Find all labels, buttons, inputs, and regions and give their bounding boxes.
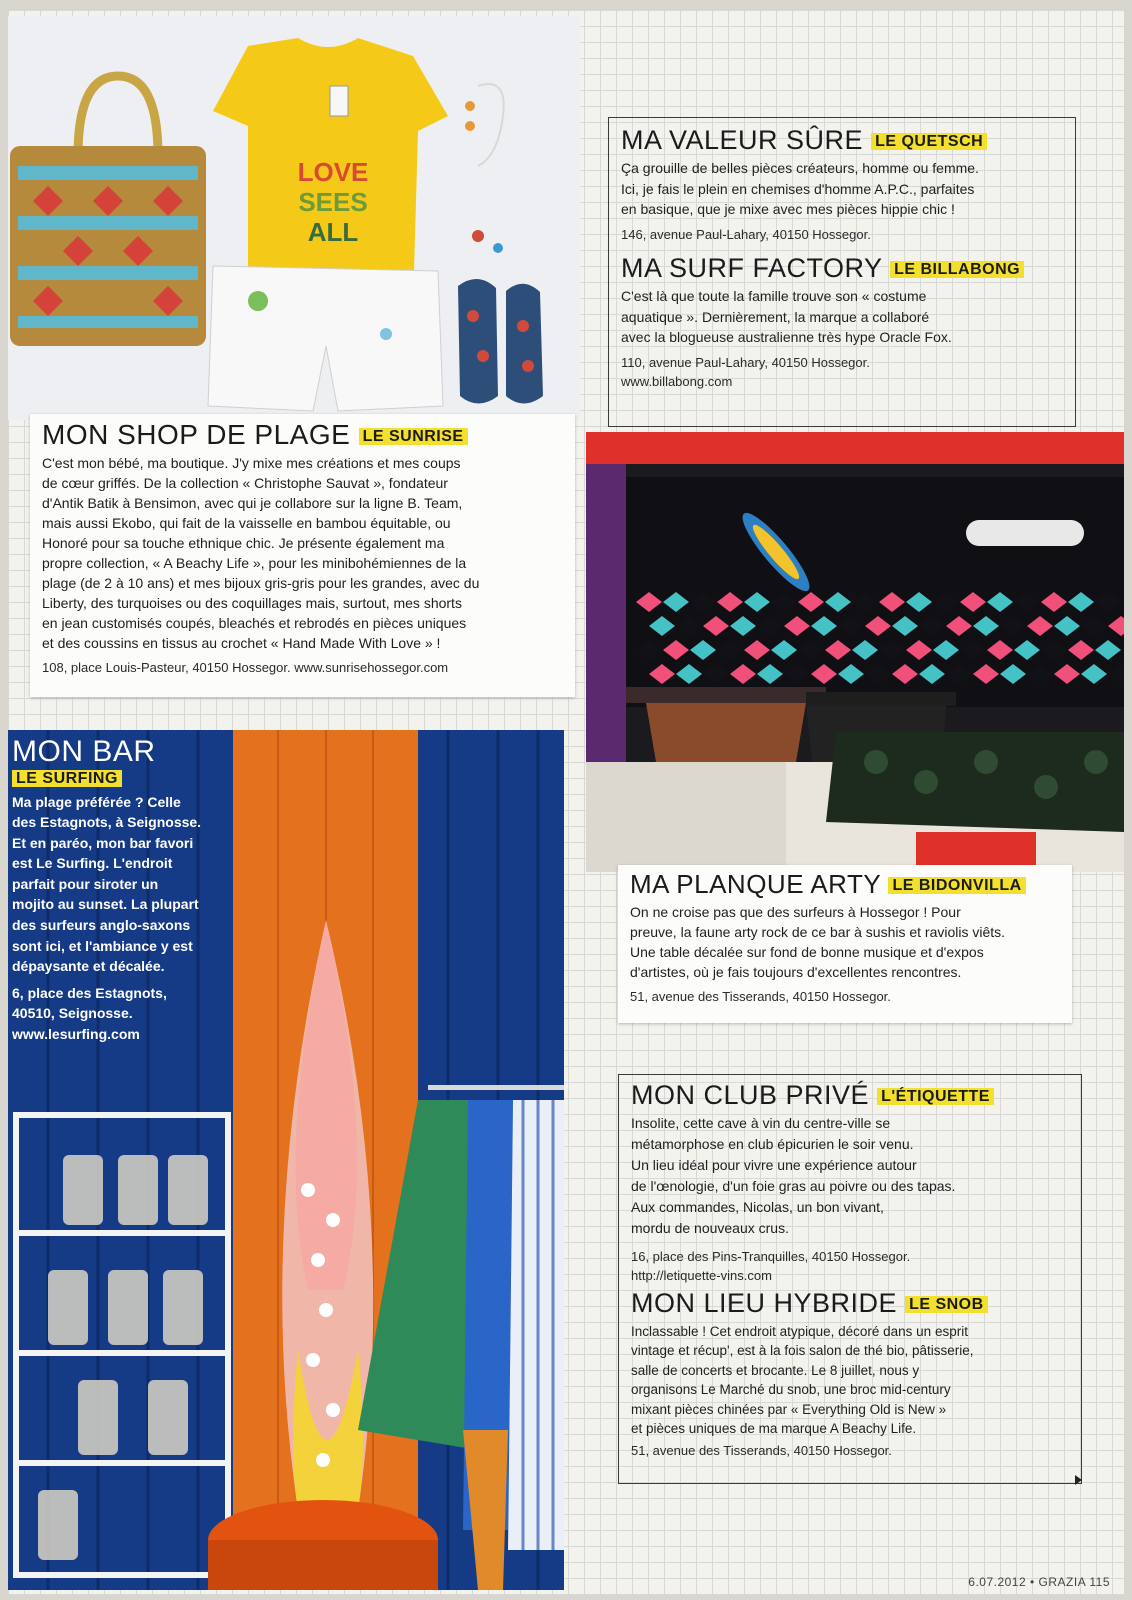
body-club <box>631 1113 1069 1239</box>
body-line: Ça grouille de belles pièces créateurs, homme ou femme. <box>621 160 979 177</box>
body-line: avec la blogueuse australienne très hype Oracle Fox. <box>621 329 952 346</box>
address-surf <box>621 353 1063 391</box>
address-line: 146, avenue Paul-Lahary, 40150 Hossegor. <box>621 226 871 242</box>
body-line: Liberty, des turquoises ou des coquillages mais, surtout, mes shorts <box>42 595 462 612</box>
title-valeur <box>621 126 1063 154</box>
photo-bidonvilla-interior <box>586 432 1124 872</box>
body-line: Inclassable ! Cet endroit atypique, décoré dans un esprit <box>631 1323 968 1339</box>
body-line: et pièces uniques de ma marque A Beachy Life. <box>631 1421 917 1437</box>
body-bar <box>12 792 242 977</box>
body-line: Ici, je fais le plein en chemises d'homme A.P.C., parfaites <box>621 180 975 197</box>
address-bar <box>12 983 242 1045</box>
tag-le-quetsch: LE QUETSCH <box>871 133 987 150</box>
address-line: 51, avenue des Tisserands, 40150 Hossegor. <box>631 1442 892 1458</box>
title-hybride-text: MON LIEU HYBRIDE <box>631 1288 898 1319</box>
article-bar <box>12 736 242 1045</box>
title-planque-text: MA PLANQUE ARTY <box>630 869 881 899</box>
body-line: propre collection, « A Beachy Life », pour les minibohémiennes de la <box>42 555 467 572</box>
address-line: 6, place des Estagnots, <box>12 984 167 1001</box>
body-line: en jean customisés coupés, bleachés et rebrodés en pièces uniques <box>42 615 467 632</box>
body-line: aquatique ». Dernièrement, la marque a collaboré <box>621 308 930 325</box>
body-line: Et en paréo, mon bar favori <box>12 834 194 851</box>
article-hybride <box>631 1289 1069 1459</box>
magazine-page <box>8 10 1124 1595</box>
title-planque <box>630 871 1060 898</box>
body-line: des Estagnots, à Seignosse. <box>12 814 202 831</box>
body-line: salle de concerts et brocante. Le 8 juillet, nous y <box>631 1362 920 1378</box>
page-footer: 6.07.2012 • GRAZIA 115 <box>968 1575 1110 1589</box>
body-hybride <box>631 1322 1069 1439</box>
link-lesurfing[interactable]: www.lesurfing.com <box>12 1026 140 1043</box>
continue-arrow-icon <box>1075 1475 1082 1485</box>
body-line: mixant pièces chinées par « Everything Old is New » <box>631 1401 947 1417</box>
body-line: Ma plage préférée ? Celle <box>12 793 181 810</box>
address-line: 16, place des Pins-Tranquilles, 40150 Hossegor. <box>631 1249 911 1265</box>
shirt-print-3: ALL <box>307 217 359 247</box>
body-line: dépaysante et décalée. <box>12 958 165 975</box>
body-surf <box>621 286 1063 348</box>
title-shop-text: MON SHOP DE PLAGE <box>42 419 351 450</box>
address-club <box>631 1247 1069 1285</box>
body-line: d'Antik Batik à Bensimon, avec qui je collabore sur la ligne B. Team, <box>42 495 463 512</box>
article-club <box>631 1081 1069 1285</box>
body-line: mordu de nouveaux crus. <box>631 1220 789 1237</box>
body-line: plage (de 2 à 10 ans) et mes bijoux gris-gris pour les grandes, avec du <box>42 575 480 592</box>
body-line: C'est mon bébé, ma boutique. J'y mixe mes créations et mes coups <box>42 455 461 472</box>
body-line: sont ici, et l'ambiance y est <box>12 937 193 954</box>
body-line: Un lieu idéal pour vivre une expérience autour <box>631 1157 917 1174</box>
address-line: 40510, Seignosse. <box>12 1005 133 1022</box>
title-club-text: MON CLUB PRIVÉ <box>631 1080 870 1110</box>
photo-beach-outfit <box>8 16 580 420</box>
body-line: est Le Surfing. L'endroit <box>12 855 173 872</box>
title-valeur-text: MA VALEUR SÛRE <box>621 125 864 155</box>
body-planque <box>630 902 1060 982</box>
tag-le-surfing: LE SURFING <box>12 770 122 787</box>
body-line: en basique, que je mixe avec mes pièces hippie chic ! <box>621 201 955 218</box>
title-club <box>631 1081 1069 1109</box>
title-shop <box>42 420 563 449</box>
body-line: métamorphose en club épicurien le soir venu. <box>631 1136 914 1153</box>
box-planque-arty <box>618 865 1072 1023</box>
body-line: mojito au sunset. La plupart <box>12 896 199 913</box>
body-line: des surfeurs anglo-saxons <box>12 917 191 934</box>
title-bar: MON BAR <box>12 735 156 768</box>
tag-letiquette: L'ÉTIQUETTE <box>877 1088 994 1105</box>
tag-le-snob: LE SNOB <box>905 1296 988 1313</box>
address-line: 51, avenue des Tisserands, 40150 Hossegor. <box>630 989 891 1005</box>
body-line: d'artistes, où je fais toujours d'excellentes rencontres. <box>630 964 962 981</box>
shirt-print-1: LOVE <box>297 157 369 187</box>
body-valeur <box>621 158 1063 220</box>
body-shop <box>42 453 563 653</box>
box-shop-plage <box>30 414 575 697</box>
address-hybride <box>631 1441 1069 1460</box>
tag-le-sunrise: LE SUNRISE <box>359 428 468 445</box>
tag-le-billabong: LE BILLABONG <box>890 261 1024 278</box>
body-line: vintage et récup', est à la fois salon de thé bio, pâtisserie, <box>631 1343 974 1359</box>
link-letiquette[interactable]: http://letiquette-vins.com <box>631 1268 772 1284</box>
body-line: parfait pour siroter un <box>12 875 159 892</box>
tag-bar-wrap <box>12 770 242 788</box>
box-valeur-surf <box>608 117 1076 427</box>
address-planque <box>630 987 1060 1006</box>
body-line: Insolite, cette cave à vin du centre-ville se <box>631 1115 891 1132</box>
address-valeur <box>621 225 1063 244</box>
box-club-hybride <box>618 1074 1082 1484</box>
tag-le-bidonvilla: LE BIDONVILLA <box>888 877 1025 894</box>
title-surf <box>621 254 1063 282</box>
title-hybride <box>631 1289 1069 1317</box>
address-shop <box>42 658 563 677</box>
body-line: de cœur griffés. De la collection « Christophe Sauvat », fondateur <box>42 475 448 492</box>
body-line: preuve, la faune arty rock de ce bar à sushis et raviolis viêts. <box>630 924 1006 941</box>
title-surf-text: MA SURF FACTORY <box>621 252 883 283</box>
body-line: mais aussi Ekobo, qui fait de la vaisselle en bambou équitable, ou <box>42 515 451 532</box>
shirt-print-2: SEES <box>298 187 368 217</box>
body-line: de l'œnologie, d'un foie gras au poivre ou des tapas. <box>631 1178 956 1195</box>
body-line: Une table décalée sur fond de bonne musique et d'expos <box>630 944 984 961</box>
article-valeur <box>621 126 1063 244</box>
address-line: 110, avenue Paul-Lahary, 40150 Hossegor. <box>621 354 870 370</box>
body-line: On ne croise pas que des surfeurs à Hossegor ! Pour <box>630 904 961 921</box>
body-line: et des coussins en tissus au crochet « Hand Made With Love » ! <box>42 635 441 652</box>
article-surf <box>621 254 1063 391</box>
body-line: Honoré pour sa touche ethnique chic. Je présente également ma <box>42 535 445 552</box>
link-billabong[interactable]: www.billabong.com <box>621 373 733 389</box>
body-line: C'est là que toute la famille trouve son « costume <box>621 288 927 305</box>
body-line: Aux commandes, Nicolas, un bon vivant, <box>631 1199 884 1216</box>
address-line: 108, place Louis-Pasteur, 40150 Hossegor. www.sunrisehossegor.com <box>42 660 449 676</box>
body-line: organisons Le Marché du snob, une broc mid-century <box>631 1382 951 1398</box>
